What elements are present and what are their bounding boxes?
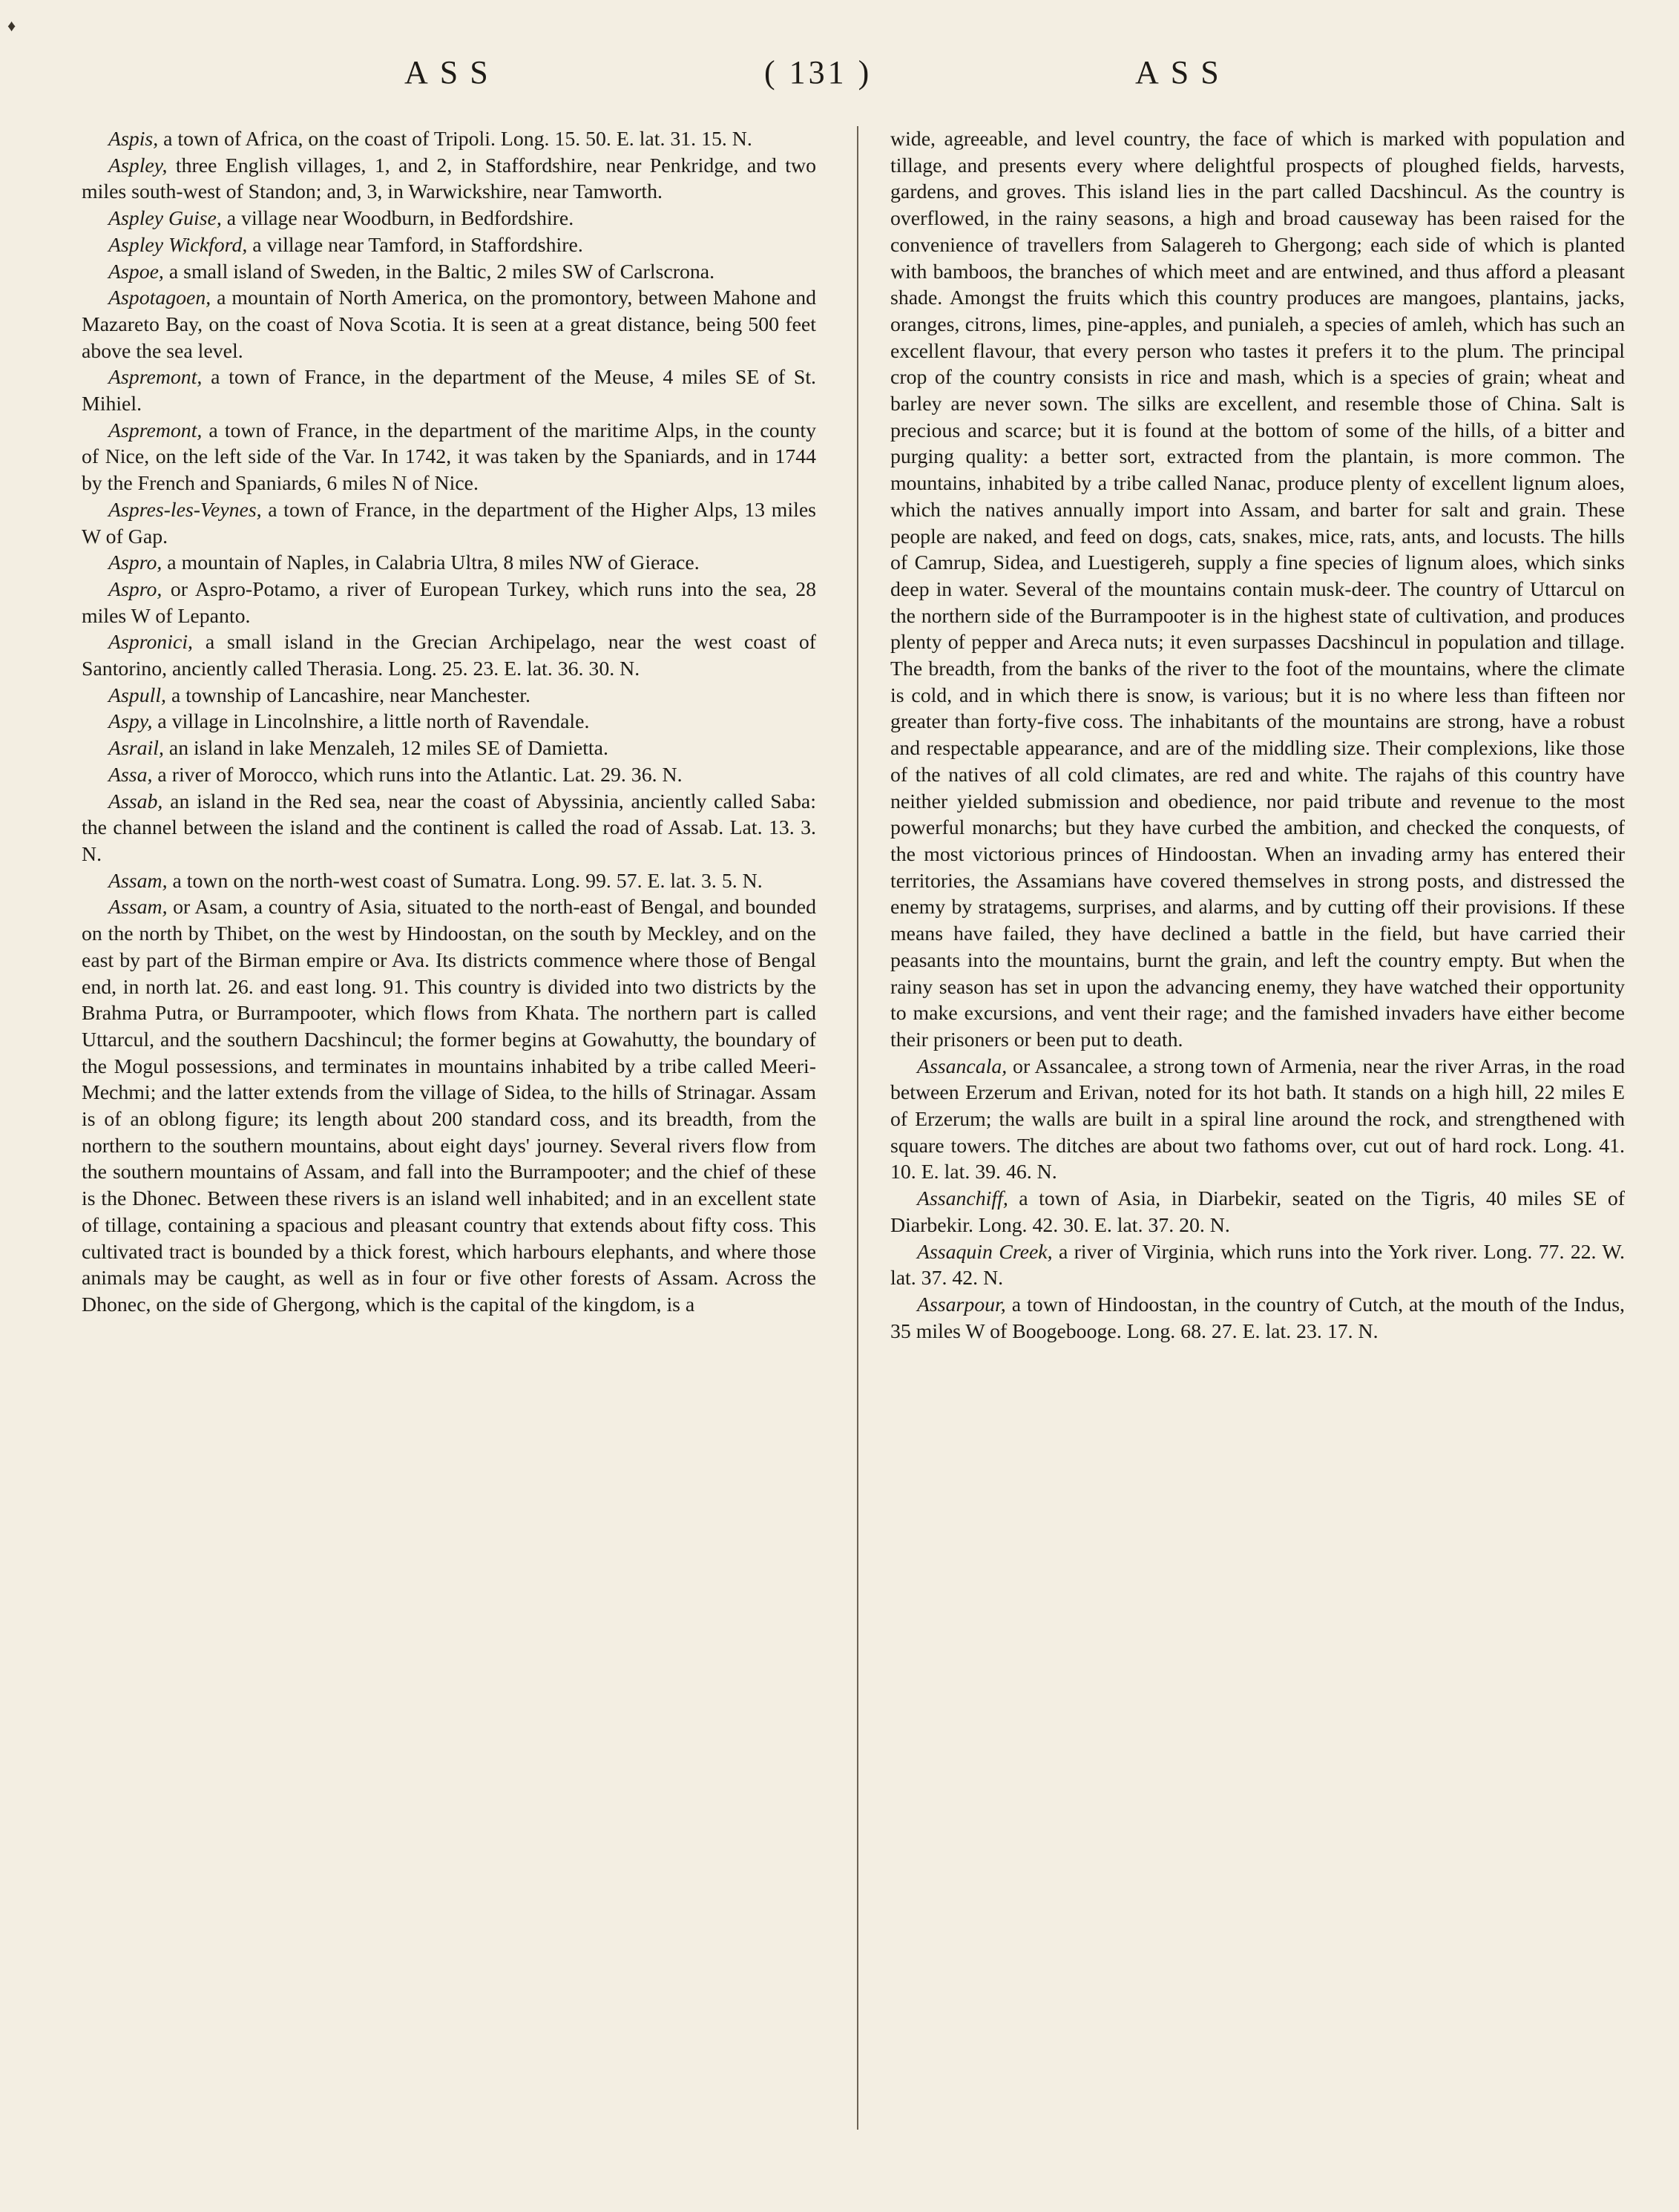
- dictionary-entry: [82, 206, 816, 232]
- continued-entry-text: wide, agreeable, and level country, the face of which is marked with population and tillage, and presents every where delightful prospects of ploughed fields, harvests, gardens, and groves. This island lies in the part called Dacshincul. As the country is overflowed, in the rainy seasons, a high and broad causeway has been raised for the convenience of travellers from Salagereh to Ghergong; each side of which is planted with bamboos, the branches of which meet and are entwined, and thus afford a pleasant shade. Amongst the fruits which this country produces are mangoes, plantains, jacks, oranges, citrons, limes, pine-apples, and punialeh, a species of amleh, which has such an excellent flavour, that every person who tastes it prefers it to the plum. The principal crop of the country consists in rice and mash, which is a species of grain; wheat and barley are never sown. The silks are excellent, and resemble those of China. Salt is precious and scarce; but it is found at the bottom of some of the hills, of a bitter and purging quality: a better sort, extracted from the plantain, is more common. The mountains, inhabited by a tribe called Nanac, produce plenty of excellent lignum aloes, which the natives annually import into Assam, and barter for salt and grain. These people are naked, and feed on dogs, cats, snakes, mice, rats, ants, and locusts. The hills of Camrup, Sidea, and Luestigereh, supply a fine species of lignum aloes, which sinks deep in water. Several of the mountains contain musk-deer. The country of Uttarcul on the northern side of the Burrampooter is in the highest state of cultivation, and produces plenty of pepper and Areca nuts; it even surpasses Dacshincul in population and tillage. The breadth, from the banks of the river to the foot of the mountains, where the climate is cold, and in which there is snow, is various; but it is no where less than fifteen nor greater than forty-five coss. The inhabitants of the mountains are strong, have a robust and respectable appearance, and are of the middling size. Their complexions, like those of the natives of all cold climates, are red and white. The rajahs of this country have neither yielded submission and obedience, nor paid tribute and revenue to the most powerful monarchs; but they have curbed the ambition, and checked the conquests, of the most victorious princes of Hindoostan. When an invading army has entered their territories, the Assamians have covered themselves in strong posts, and distressed the enemy by stratagems, surprises, and alarms, and by cutting off their provisions. If these means have failed, they have declined a battle in the field, but have carried their peasants into the mountains, burnt the grain, and left the country empty. But when the rainy season has set in upon the advancing enemy, they have watched their opportunity to make excursions, and vent their rage; and the famished invaders have either become their prisoners or been put to death.: [890, 128, 1625, 1051]
- entry-headword: Aspley Guise,: [108, 207, 222, 231]
- entry-headword: Aspley Wickford,: [108, 233, 248, 257]
- dictionary-entry: [82, 550, 816, 577]
- dictionary-entry: [82, 497, 816, 550]
- dictionary-entry: [82, 153, 816, 206]
- dictionary-entry: [82, 894, 816, 1318]
- entry-headword: Assab,: [108, 790, 163, 813]
- page-number: ( 131 ): [764, 54, 873, 91]
- entry-headword: Aspoe,: [108, 260, 164, 283]
- left-column: [82, 126, 816, 2174]
- entry-headword: Asrail,: [108, 737, 164, 761]
- dictionary-entry: [890, 1186, 1625, 1238]
- text-columns: [82, 126, 1625, 2174]
- dictionary-entry: [82, 683, 816, 709]
- dictionary-entry: [82, 285, 816, 364]
- entry-text: a small island of Sweden, in the Baltic, 2 miles SW of Carlscrona.: [163, 260, 715, 283]
- dictionary-entry: [82, 735, 816, 762]
- dictionary-entry: [82, 709, 816, 735]
- dictionary-entry: [82, 762, 816, 789]
- entry-headword: Assam,: [108, 869, 168, 893]
- entry-text: a river of Virginia, which runs into the York river. Long. 77. 22. W. lat. 37. 42. N.: [890, 1240, 1625, 1290]
- entry-headword: Aspley,: [108, 154, 168, 177]
- entry-headword: Aspro,: [108, 577, 162, 601]
- entry-text: an island in the Red sea, near the coast of Abyssinia, anciently called Saba: the channel between the island and the continent is called the road of Assab. Lat. 13. 3. N.: [82, 790, 816, 866]
- dictionary-entry: [890, 1054, 1625, 1187]
- entry-text: a town of France, in the department of the Meuse, 4 miles SE of St. Mihiel.: [82, 366, 816, 416]
- dictionary-entry: [82, 126, 816, 153]
- entry-text: a town of Africa, on the coast of Tripoli. Long. 15. 50. E. lat. 31. 15. N.: [158, 128, 752, 151]
- dictionary-entry: [82, 789, 816, 868]
- entry-headword: Aspis,: [108, 128, 159, 151]
- entry-text: an island in lake Menzaleh, 12 miles SE of Damietta.: [163, 737, 608, 761]
- entry-headword: Aspro,: [108, 551, 162, 575]
- running-header: [0, 53, 1679, 105]
- entry-text: three English villages, 1, and 2, in Staffordshire, near Penkridge, and two miles south-west of Standon; and, 3, in Warwickshire, near Tamworth.: [82, 154, 816, 204]
- corner-mark: ♦: [7, 16, 16, 35]
- entry-text: a mountain of Naples, in Calabria Ultra, 8 miles NW of Gierace.: [162, 551, 700, 575]
- entry-text: a town of France, in the department of the maritime Alps, in the county of Nice, on the left side of the Var. In 1742, it was taken by the Spaniards, and in 1744 by the French and Spaniards, 6 miles N of Nice.: [82, 419, 816, 496]
- entry-text: a town on the north-west coast of Sumatra. Long. 99. 57. E. lat. 3. 5. N.: [167, 869, 763, 893]
- entry-headword: Assaquin Creek,: [917, 1240, 1053, 1264]
- entry-text: a village in Lincolnshire, a little north of Ravendale.: [152, 710, 590, 734]
- right-column: [890, 126, 1625, 2174]
- dictionary-entry: [82, 232, 816, 259]
- entry-headword: Aspotagoen,: [108, 286, 211, 310]
- entry-headword: Aspres-les-Veynes,: [108, 498, 262, 522]
- header-right-catchword: ASS: [1135, 54, 1231, 91]
- dictionary-entry: [890, 1239, 1625, 1292]
- entry-text: or Assancalee, a strong town of Armenia, near the river Arras, in the road between Erzerum and Erivan, noted for its hot bath. It stands on a high hill, 22 miles E of Erzerum; the walls are built in a spiral line around the rock, and strengthened with square towers. The ditches are about two fathoms over, cut out of hard rock. Long. 41. 10. E. lat. 39. 46. N.: [890, 1054, 1625, 1184]
- entry-text: or Aspro-Potamo, a river of European Turkey, which runs into the sea, 28 miles W of Lepanto.: [82, 577, 816, 628]
- entry-text: a small island in the Grecian Archipelago, near the west coast of Santorino, anciently called Therasia. Long. 25. 23. E. lat. 36. 30. N.: [82, 631, 816, 681]
- dictionary-entry: [82, 629, 816, 682]
- entry-text: a river of Morocco, which runs into the Atlantic. Lat. 29. 36. N.: [152, 763, 683, 787]
- dictionary-entry: [82, 418, 816, 497]
- entry-headword: Assancala,: [917, 1054, 1008, 1078]
- header-left-catchword: ASS: [404, 54, 500, 91]
- entry-headword: Aspy,: [108, 710, 153, 734]
- entry-headword: Assa,: [108, 763, 153, 787]
- entry-text: a town of France, in the department of the Higher Alps, 13 miles W of Gap.: [82, 498, 816, 548]
- entry-headword: Assarpour,: [917, 1293, 1006, 1316]
- entry-text: a town of Hindoostan, in the country of Cutch, at the mouth of the Indus, 35 miles W of Boogebooge. Long. 68. 27. E. lat. 23. 17. N.: [890, 1293, 1625, 1343]
- entry-text: a town of Asia, in Diarbekir, seated on the Tigris, 40 miles SE of Diarbekir. Long. 42. 30. E. lat. 37. 20. N.: [890, 1187, 1625, 1237]
- entry-text: a village near Tamford, in Staffordshire.: [247, 233, 583, 257]
- entry-headword: Aspull,: [108, 683, 166, 707]
- column-divider: [857, 126, 858, 2130]
- dictionary-entry: [82, 868, 816, 895]
- entry-headword: Aspremont,: [108, 419, 203, 442]
- entry-text: a village near Woodburn, in Bedfordshire.: [221, 207, 574, 231]
- entry-text: a mountain of North America, on the promontory, between Mahone and Mazareto Bay, on the coast of Nova Scotia. It is seen at a great distance, being 500 feet above the sea level.: [82, 286, 816, 363]
- entry-text: a township of Lancashire, near Manchester.: [166, 683, 530, 707]
- dictionary-entry: [82, 364, 816, 417]
- entry-headword: Aspremont,: [108, 366, 203, 390]
- dictionary-entry: [82, 259, 816, 286]
- dictionary-entry: [82, 577, 816, 629]
- dictionary-entry: [890, 1292, 1625, 1345]
- entry-headword: Assanchiff,: [917, 1187, 1008, 1211]
- entry-text: or Asam, a country of Asia, situated to the north-east of Bengal, and bounded on the north by Thibet, on the west by Hindoostan, on the south by Meckley, and on the east by part of the Birman empire or Ava. Its districts commence where those of Bengal end, in north lat. 26. and east long. 91. This country is divided into two districts by the Brahma Putra, or Burrampooter, which flows from Khata. The northern part is called Uttarcul, and the southern Dacshincul; the former begins at Gowahutty, the boundary of the Mogul possessions, and terminates in mountains inhabited by a tribe called Meeri-Mechmi; and the latter extends from the village of Sidea, to the hills of Strinagar. Assam is of an oblong figure; its length about 200 standard coss, and its breadth, from the northern to the southern mountains, about eight days' journey. Several rivers flow from the southern mountains of Assam, and fall into the Burrampooter; and the chief of these is the Dhonec. Between these rivers is an island well inhabited; and in an excellent state of tillage, containing a spacious and pleasant country that extends about fifty coss. This cultivated tract is bounded by a thick forest, which harbours elephants, and where those animals may be caught, as well as in four or five other forests of Assam. Across the Dhonec, on the side of Ghergong, which is the capital of the kingdom, is a: [82, 896, 816, 1316]
- entry-headword: Assam,: [108, 896, 168, 919]
- entry-headword: Aspronici,: [108, 631, 194, 654]
